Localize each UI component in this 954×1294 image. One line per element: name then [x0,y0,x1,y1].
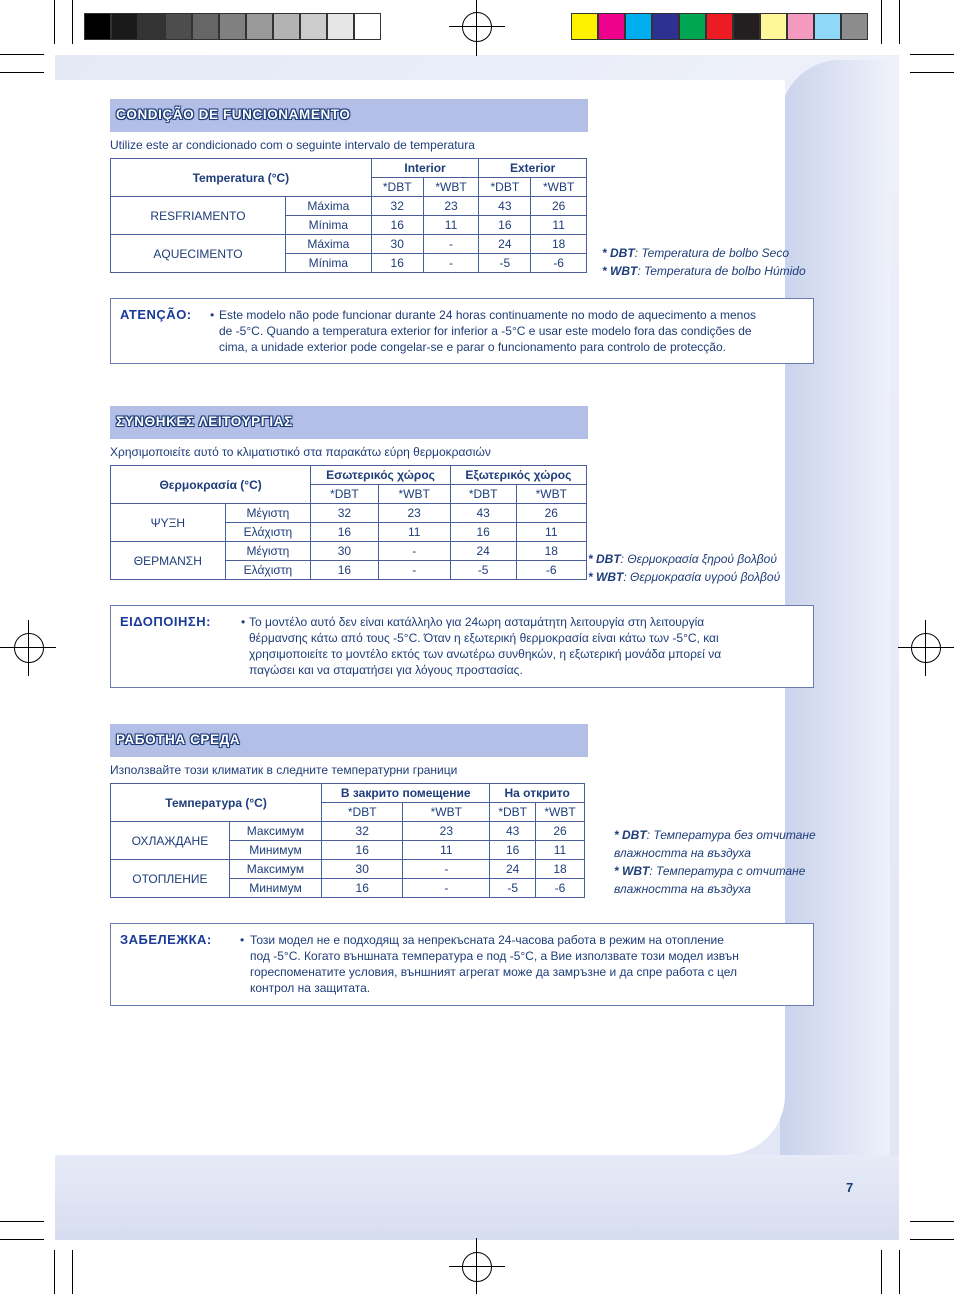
warning-line: παγώσει και να σταματήσει για λόγους προστασίας. [249,663,523,677]
table-row [111,235,587,254]
indoor-header: В закрито помещение [322,784,490,803]
value-cell: - [403,860,490,879]
note-text: влажността на въздуха [614,846,751,860]
value-cell: 23 [403,822,490,841]
dbt-header: *DBT [322,803,403,822]
crop-mark [0,1239,44,1240]
color-swatch [138,13,165,40]
table-row [111,542,587,561]
wbt-header: *WBT [516,485,586,504]
warning-label: ЗАБЕЛЕЖКА: [120,932,212,947]
section-intro: Χρησιμοποιείτε αυτό το κλιματιστικό στα παρακάτω εύρη θερμοκρασιών [110,445,491,459]
crop-mark [881,0,882,44]
note-key: * WBT [602,264,638,278]
abbreviation-notes [614,826,816,898]
abbreviation-notes [602,244,806,280]
value-cell: 16 [322,879,403,898]
note-text: : Θερμοκρασία ξηρού βολβού [620,552,777,566]
value-cell: 18 [531,235,587,254]
value-cell: 16 [479,216,531,235]
value-cell: 11 [378,523,450,542]
indoor-header: Εσωτερικός χώρος [311,466,451,485]
footer-band [55,1155,899,1240]
value-cell: 16 [490,841,536,860]
value-cell: 30 [322,860,403,879]
warning-line: Este modelo não pode funcionar durante 24 horas continuamente no modo de aquecimento a menos [219,308,757,322]
temperature-table [110,783,585,898]
color-swatch [111,13,138,40]
process-color-bar [571,13,868,40]
color-swatch [300,13,327,40]
warning-bullet: • [241,615,246,629]
section-greek [110,406,588,580]
warning-bullet: • [210,308,215,322]
wbt-header: *WBT [378,485,450,504]
mode-cell: ОТОПЛЕНИЕ [111,860,230,898]
value-cell: 30 [311,542,378,561]
value-cell: 16 [371,254,423,273]
note-text: влажността на въздуха [614,882,751,896]
value-cell: -6 [516,561,586,580]
crop-mark [54,0,55,44]
warning-label: ΕΙΔΟΠΟΙΗΣΗ: [120,614,211,629]
warning-text [219,307,756,355]
warning-box [110,605,814,688]
value-cell: 32 [322,822,403,841]
value-cell: -6 [531,254,587,273]
value-cell: 18 [516,542,586,561]
warning-box [110,298,814,364]
temperature-table [110,158,587,273]
section-portuguese [110,99,588,273]
mode-cell: ΘΕΡΜΑΝΣΗ [111,542,226,580]
note-text: : Temperatura de bolbo Seco [634,246,789,260]
limit-cell: Mínima [285,216,371,235]
note-text: : Температура с отчитане [649,864,806,878]
value-cell: 16 [322,841,403,860]
value-cell: 16 [371,216,423,235]
warning-line: cima, a unidade exterior pode congelar-se e parar o funcionamento para controlo de protecção. [219,340,726,354]
color-swatch [571,13,598,40]
color-swatch [84,13,111,40]
value-cell: 16 [311,523,378,542]
note-text: : Θερμοκρασία υγρού βολβού [623,570,781,584]
grayscale-color-bar [84,13,381,40]
warning-text [249,614,721,678]
limit-cell: Максимум [229,822,321,841]
value-cell: 30 [371,235,423,254]
crop-mark [881,1250,882,1294]
value-cell: 16 [450,523,516,542]
value-cell: - [378,561,450,580]
table-row [111,504,587,523]
section-bulgarian [110,724,588,898]
wbt-header: *WBT [536,803,585,822]
outdoor-header: Exterior [479,159,587,178]
color-swatch [192,13,219,40]
registration-mark-left [0,620,56,676]
dbt-header: *DBT [450,485,516,504]
temp-header: Температура (°C) [111,784,322,822]
value-cell: 32 [371,197,423,216]
note-key: * DBT [614,828,647,842]
color-swatch [814,13,841,40]
crop-mark [0,72,44,73]
outdoor-header: На открито [490,784,585,803]
warning-line: гореспоменатите условия, външният агрегат може да замръзне и да спре работа с цел [250,965,738,979]
value-cell: 24 [490,860,536,879]
value-cell: 11 [516,523,586,542]
color-swatch [787,13,814,40]
note-text: : Temperatura de bolbo Húmido [637,264,806,278]
value-cell: 32 [311,504,378,523]
color-swatch [598,13,625,40]
crop-mark [0,54,44,55]
color-swatch [679,13,706,40]
value-cell: 18 [536,860,585,879]
value-cell: 26 [531,197,587,216]
color-swatch [273,13,300,40]
value-cell: 16 [311,561,378,580]
warning-label: ATENÇÃO: [120,307,192,322]
section-heading: CONDIÇÃO DE FUNCIONAMENTO [110,99,588,132]
table-row [111,822,585,841]
color-swatch [733,13,760,40]
crop-mark [899,0,900,44]
warning-bullet: • [240,933,245,947]
color-swatch [706,13,733,40]
registration-mark-bottom [449,1238,505,1294]
table-row [111,197,587,216]
abbreviation-notes [588,550,780,586]
crop-mark [910,54,954,55]
limit-cell: Máxima [285,235,371,254]
limit-cell: Ελάχιστη [225,561,311,580]
value-cell: 26 [516,504,586,523]
temp-header: Temperatura (°C) [111,159,372,197]
warning-box [110,923,814,1006]
limit-cell: Минимум [229,879,321,898]
wbt-header: *WBT [423,178,479,197]
limit-cell: Μέγιστη [225,542,311,561]
value-cell: 26 [536,822,585,841]
color-swatch [760,13,787,40]
table-row [111,860,585,879]
note-key: * WBT [588,570,624,584]
value-cell: 43 [490,822,536,841]
color-swatch [219,13,246,40]
value-cell: -6 [536,879,585,898]
value-cell: 43 [450,504,516,523]
note-text: : Температура без отчитане [646,828,816,842]
value-cell: 11 [423,216,479,235]
value-cell: -5 [450,561,516,580]
note-key: * DBT [602,246,635,260]
value-cell: 24 [479,235,531,254]
color-swatch [841,13,868,40]
limit-cell: Минимум [229,841,321,860]
warning-line: Този модел не е подходящ за непрекъсната 24-часова работа в режим на отопление [250,933,724,947]
color-swatch [246,13,273,40]
note-key: * DBT [588,552,621,566]
color-swatch [327,13,354,40]
wbt-header: *WBT [531,178,587,197]
crop-mark [910,1239,954,1240]
value-cell: - [378,542,450,561]
outdoor-header: Εξωτερικός χώρος [450,466,586,485]
wbt-header: *WBT [403,803,490,822]
warning-text [250,932,739,996]
crop-mark [910,1221,954,1222]
section-heading: РАБОТНА СРЕДА [110,724,588,757]
dbt-header: *DBT [490,803,536,822]
value-cell: - [423,235,479,254]
crop-mark [910,72,954,73]
limit-cell: Mínima [285,254,371,273]
registration-mark-right [898,620,954,676]
limit-cell: Μέγιστη [225,504,311,523]
registration-mark-top [449,0,505,56]
color-swatch [354,13,381,40]
dbt-header: *DBT [311,485,378,504]
limit-cell: Máxima [285,197,371,216]
warning-line: de -5°C. Quando a temperatura exterior for inferior a -5°C e usar este modelo fora das condições de [219,324,752,338]
color-swatch [652,13,679,40]
warning-line: χρησιμοποιείτε το μοντέλο εκτός των ανωτέρω συνθηκών, η εξωτερική μονάδα μπορεί να [249,647,722,661]
value-cell: 11 [536,841,585,860]
section-intro: Utilize este ar condicionado com o seguinte intervalo de temperatura [110,138,475,152]
dbt-header: *DBT [371,178,423,197]
crop-mark [72,1250,73,1294]
value-cell: 23 [378,504,450,523]
mode-cell: RESFRIAMENTO [111,197,286,235]
value-cell: 11 [403,841,490,860]
dbt-header: *DBT [479,178,531,197]
page-number: 7 [846,1180,854,1195]
value-cell: 24 [450,542,516,561]
section-intro: Използвайте този климатик в следните температурни граници [110,763,458,777]
crop-mark [72,0,73,44]
value-cell: - [423,254,479,273]
limit-cell: Максимум [229,860,321,879]
mode-cell: ОХЛАЖДАНЕ [111,822,230,860]
warning-line: под -5°C. Когато външната температура е под -5°C, а Вие използвате този модел извън [250,949,739,963]
warning-line: Το μοντέλο αυτό δεν είναι κατάλληλο για 24ωρη ασταμάτητη λειτουργία στη λειτουργία [249,615,705,629]
limit-cell: Ελάχιστη [225,523,311,542]
value-cell: -5 [479,254,531,273]
section-heading: ΣΥΝΘΗΚΕΣ ΛΕΙΤΟΥΡΓΙΑΣ [110,406,588,439]
temp-header: Θερμοκρασία (°C) [111,466,311,504]
indoor-header: Interior [371,159,479,178]
value-cell: 43 [479,197,531,216]
crop-mark [899,1250,900,1294]
note-key: * WBT [614,864,650,878]
warning-line: θέρμανσης κάτω από τους -5°C. Όταν η εξωτερική θερμοκρασία είναι κάτω των -5°C, και [249,631,719,645]
value-cell: 11 [531,216,587,235]
color-swatch [165,13,192,40]
mode-cell: AQUECIMENTO [111,235,286,273]
value-cell: 23 [423,197,479,216]
mode-cell: ΨΥΞΗ [111,504,226,542]
value-cell: - [403,879,490,898]
crop-mark [54,1250,55,1294]
crop-mark [0,1221,44,1222]
warning-line: контрол на защитата. [250,981,371,995]
value-cell: -5 [490,879,536,898]
temperature-table [110,465,587,580]
color-swatch [625,13,652,40]
